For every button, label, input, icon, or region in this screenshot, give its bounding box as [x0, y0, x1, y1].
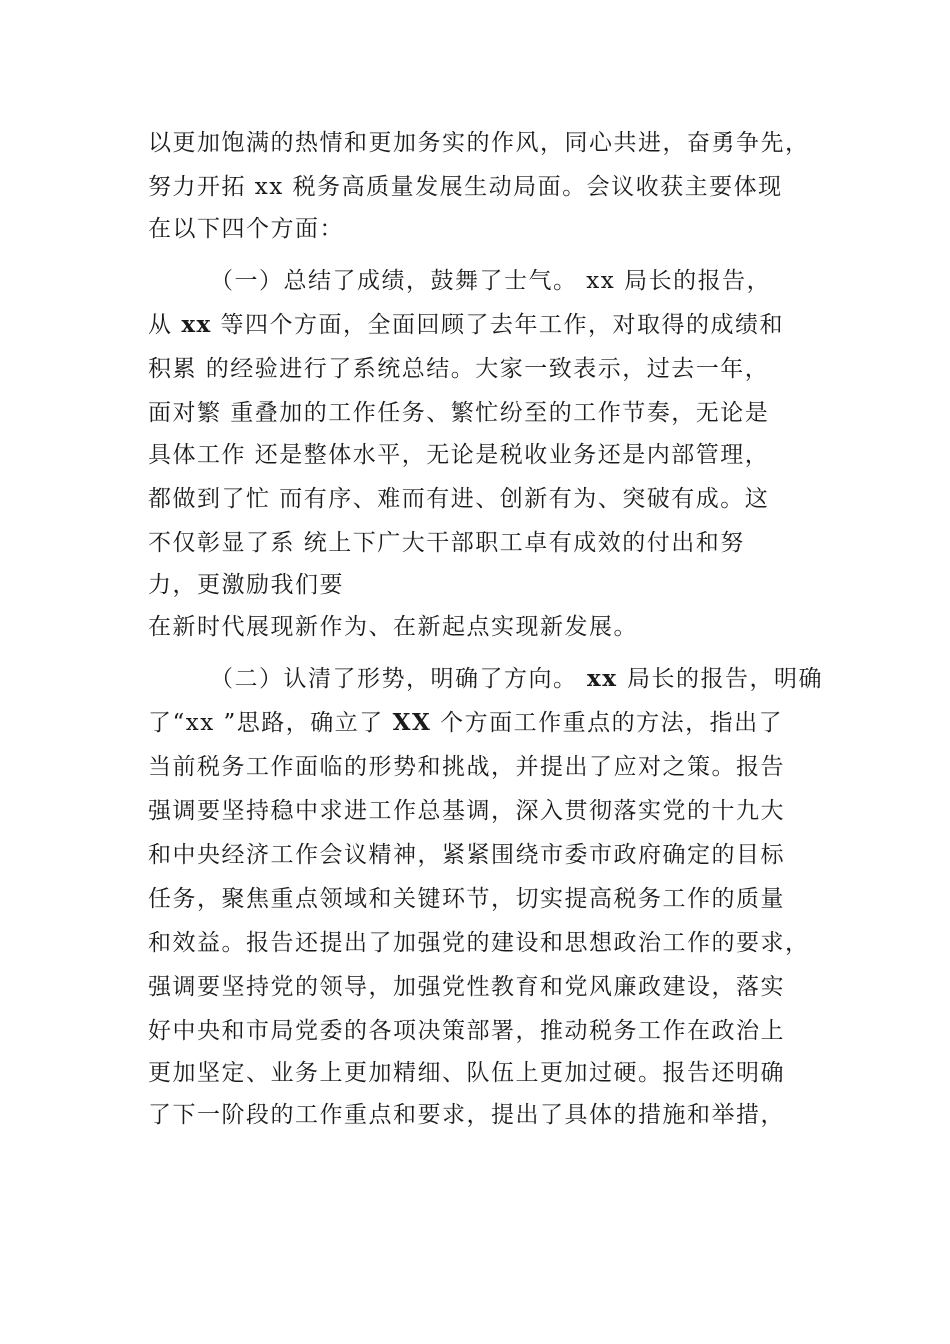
section-1-line-3: 积累 的经验进行了系统总结。大家一致表示，过去一年，	[148, 356, 770, 382]
section-1-line-6: 都做到了忙 而有序、难而有进、创新有为、突破有成。这	[148, 486, 770, 512]
section-2-line-5: 和中央经济工作会议精神，紧紧围绕市委市政府确定的目标	[148, 842, 785, 868]
section-2-line-1	[210, 664, 823, 694]
intro-line-2: 努力开拓 xx 税务高质量发展生动局面。会议收获主要体现	[148, 174, 783, 200]
section-2-line-2-a: 了“xx ”思路，确立了	[148, 710, 393, 736]
intro-line-3: 在以下四个方面：	[148, 216, 344, 242]
section-2-line-2	[148, 708, 783, 738]
section-1-heading: （一）总结了成绩，鼓舞了士气。	[210, 268, 578, 294]
section-2-line-3: 当前税务工作面临的形势和挑战，并提出了应对之策。报告	[148, 754, 785, 780]
section-1-line-5: 具体工作 还是整体水平，无论是税收业务还是内部管理，	[148, 442, 770, 468]
section-2-line-1-bold: xx	[577, 665, 627, 692]
section-1-line-9: 在新时代展现新作为、在新起点实现新发展。	[148, 614, 638, 640]
section-2-line-2-bold: XX	[392, 709, 432, 736]
section-1-line-1-rest: 局长的报告，	[624, 268, 772, 294]
section-2-heading: （二）认清了形势，明确了方向。	[210, 666, 578, 692]
section-2-line-10: 更加坚定、业务上更加精细、队伍上更加过硬。报告还明确	[148, 1060, 785, 1086]
section-1-line-8: 力，更激励我们要	[148, 572, 344, 598]
section-1-line-4: 面对繁 重叠加的工作任务、繁忙纷至的工作节奏，无论是	[148, 400, 770, 426]
section-2-line-1-rest: 局长的报告，明确	[626, 666, 823, 692]
intro-line-1: 以更加饱满的热情和更加务实的作风，同心共进，奋勇争先，	[148, 130, 810, 156]
section-2-line-6: 任务，聚焦重点领域和关键环节，切实提高税务工作的质量	[148, 886, 785, 912]
section-2-line-4: 强调要坚持稳中求进工作总基调，深入贯彻落实党的十九大	[148, 798, 785, 824]
section-1-line-2-a: 从	[148, 312, 182, 338]
section-1-line-2	[148, 310, 784, 340]
section-1-line-7: 不仅彰显了系 统上下广大干部职工卓有成效的付出和努	[148, 530, 745, 556]
section-2-line-8: 强调要坚持党的领导，加强党性教育和党风廉政建设，落实	[148, 974, 785, 1000]
section-1-line-2-b: 等四个方面，全面回顾了去年工作，对取得的成绩和	[211, 312, 785, 338]
section-1-xx: xx	[577, 268, 625, 294]
section-1-line-2-bold: xx	[181, 311, 212, 338]
section-2-line-11: 了下一阶段的工作重点和要求，提出了具体的措施和举措，	[148, 1102, 785, 1128]
section-2-line-7: 和效益。报告还提出了加强党的建设和思想政治工作的要求，	[148, 930, 810, 956]
section-2-line-2-b: 个方面工作重点的方法，指出了	[431, 710, 784, 736]
section-1-line-1	[210, 266, 771, 296]
section-2-line-9: 好中央和市局党委的各项决策部署，推动税务工作在政治上	[148, 1018, 785, 1044]
